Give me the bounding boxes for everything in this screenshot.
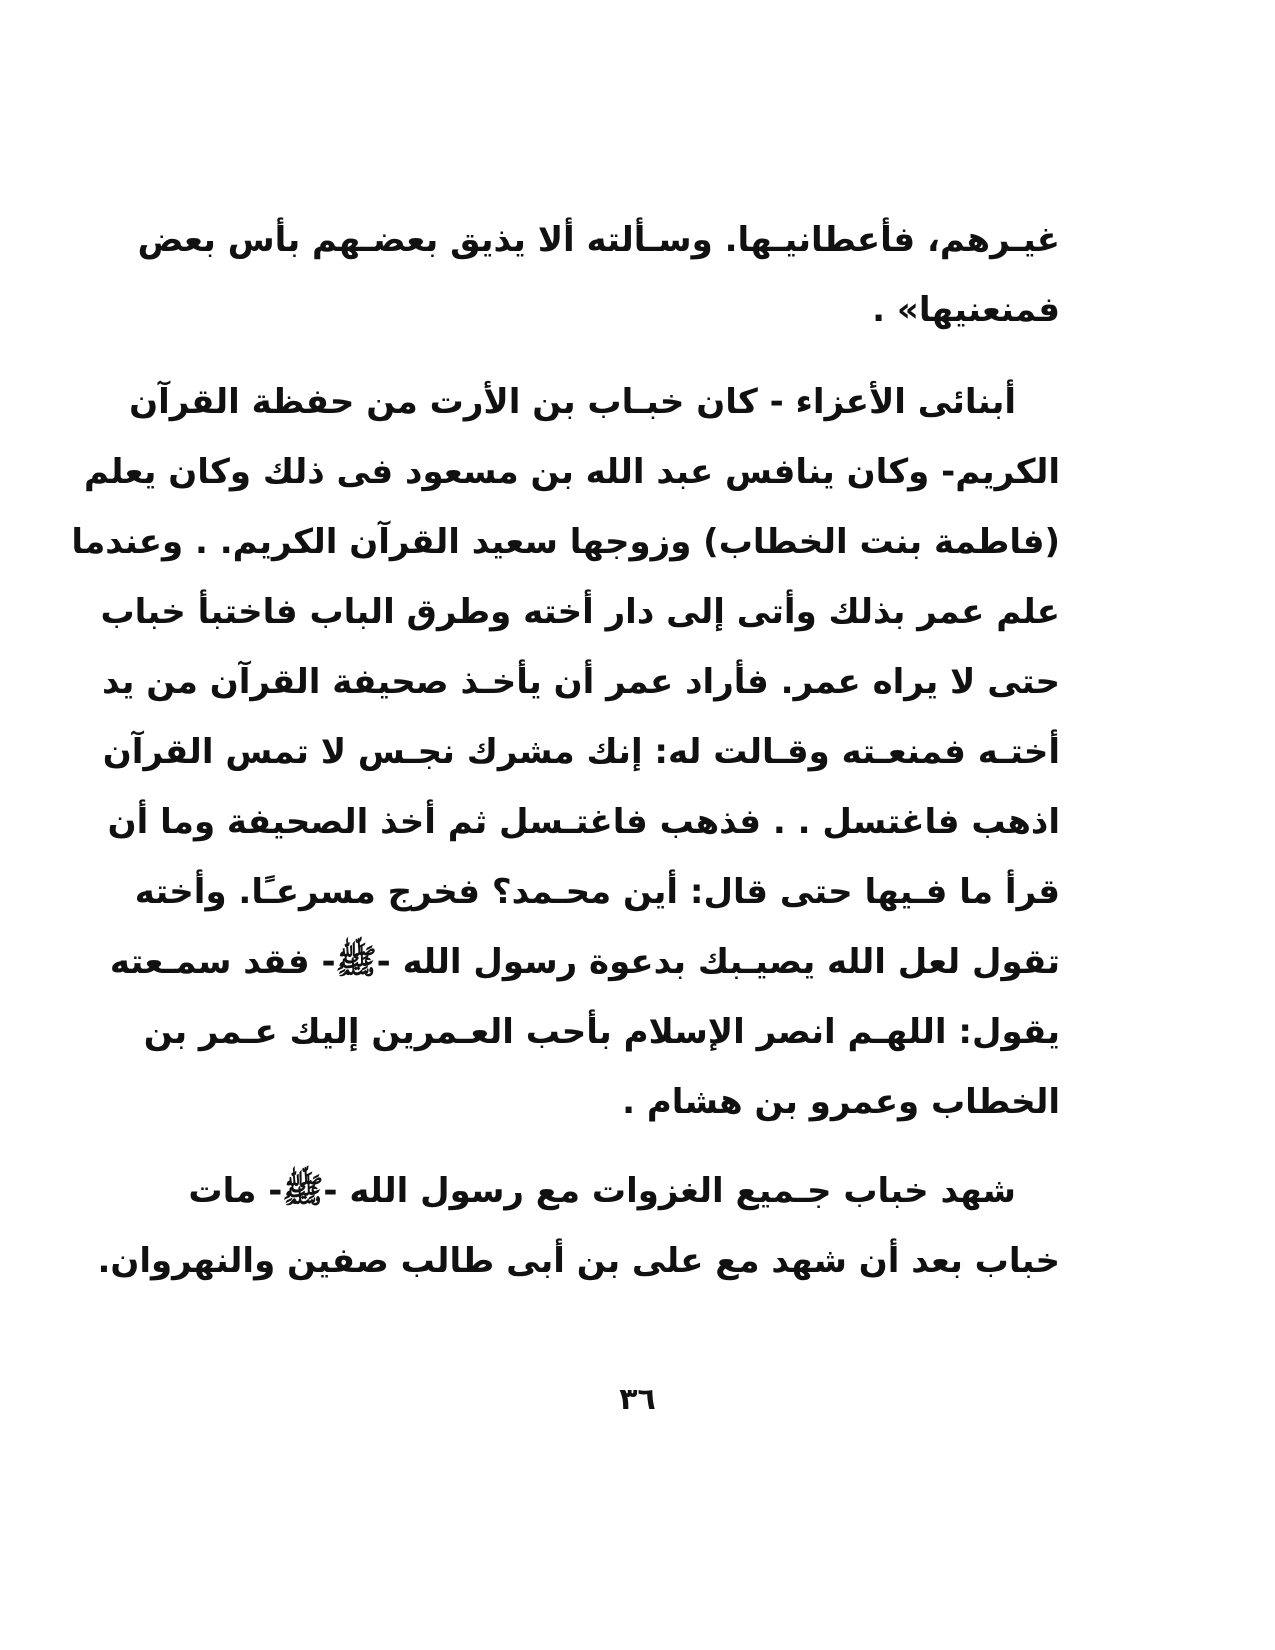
text-line: قرأ ما فـيها حتى قال: أين محـمد؟ فخرج مسرعـًا. وأخته xyxy=(134,872,1060,912)
text-line: أبنائى الأعزاء - كان خبـاب بن الأرت من حفظة القرآن xyxy=(129,382,1016,422)
text-line: الخطاب وعمرو بن هشام . xyxy=(622,1082,1060,1122)
text-line: تقول لعل الله يصيـبك بدعوة رسول الله -ﷺ- فقد سمـعته xyxy=(109,942,1060,982)
text-line: الكريم- وكان ينافس عبد الله بن مسعود فى ذلك وكان يعلم xyxy=(83,452,1060,492)
text-line: حتى لا يراه عمر. فأراد عمر أن يأخـذ صحيفة القرآن من يد xyxy=(102,662,1060,702)
paragraph-1 xyxy=(137,205,1060,345)
text-line: يقول: اللهـم انصر الإسلام بأحب العـمرين إليك عـمر بن xyxy=(143,1012,1060,1052)
text-line: خباب بعد أن شهد مع على بن أبى طالب صفين والنهروان. xyxy=(97,1241,1060,1281)
text-line: (فاطمة بنت الخطاب) وزوجها سعيد القرآن الكريم. . وعندما xyxy=(71,522,1060,562)
text-line: اذهب فاغتسل . . فذهب فاغتـسل ثم أخذ الصحيفة وما أن xyxy=(107,802,1060,842)
text-line: فمنعنيها» . xyxy=(872,290,1060,330)
paragraph-3 xyxy=(97,1156,1060,1296)
text-line: أختـه فمنعـته وقـالت له: إنك مشرك نجـس لا تمس القرآن xyxy=(102,732,1060,772)
text-line: غيـرهم، فأعطانيـها. وسـألته ألا يذيق بعضـهم بأس بعض xyxy=(137,220,1060,260)
page-number: ٣٦ xyxy=(619,1382,656,1417)
text-line: شهد خباب جـميع الغزوات مع رسول الله -ﷺ- مات xyxy=(188,1171,1016,1211)
paragraph-2 xyxy=(71,367,1060,1137)
text-line: علم عمر بذلك وأتى إلى دار أخته وطرق الباب فاختبأ خباب xyxy=(100,592,1060,632)
